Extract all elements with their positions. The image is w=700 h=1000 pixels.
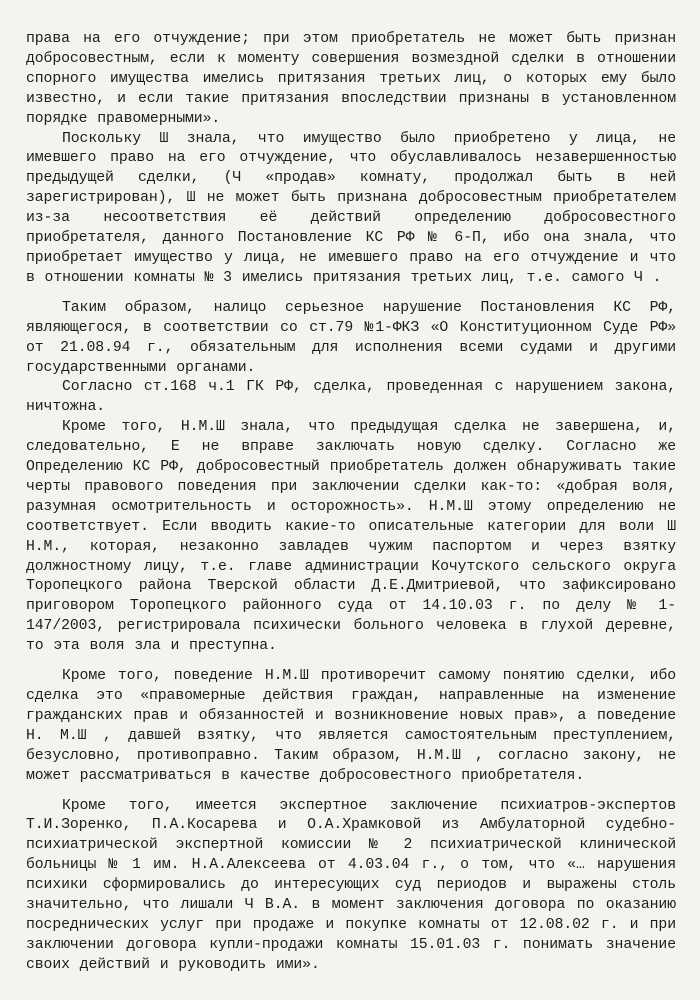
paragraph-article-168: Согласно ст.168 ч.1 ГК РФ, сделка, проведенная с нарушением закона, ничтожна. (26, 379, 676, 416)
paragraph-good-will: Кроме того, Н.М.Ш знала, что предыдущая сделка не завершена, и, следовательно, Е не вправе заключать новую сделку. Согласно же Определению КС РФ, добросовестный приобретатель должен обнаруживать такие черты правового поведения при заключении сделки как-то: «добрая воля, разумная осмотрительность и осторожность». Н.М.Ш этому определению не соответствует. Если вводить какие-то описательные категории для воли Ш Н.М., которая, незаконно завладев чужим паспортом и через взятку должностному лицу, т.е. главе администрации Кочутского сельского округа Торопецкого района Тверской области Д.Е.Дмитриевой, что зафиксировано приговором Торопецкого районного суда от 14.10.03 г. по делу № 1-147/2003, регистрировала психически больного человека в глухой деревне, то эта воля зла и преступна. (26, 419, 676, 655)
paragraph-expert-opinion: Кроме того, имеется экспертное заключение психиатров-экспертов Т.И.Зоренко, П.А.Косарева и О.А.Храмковой из Амбулаторной судебно-психиатрической экспертной комиссии № 2 психиатрической клинической больницы № 1 им. Н.А.Алексеева от 4.03.04 г., о том, что «… нарушения психики сформировались до интересующих суд периодов и выражены столь значительно, что лишали Ч В.А. в момент заключения договора по оказанию посреднических услуг при продаже и покупке комнаты от 12.08.02 г. и при заключении договора купли-продажи комнаты 15.01.03 г. понимать значение своих действий и руководить ими». (26, 797, 676, 973)
paragraph-violation-resolution: Таким образом, налицо серьезное нарушение Постановления КС РФ, являющегося, в соответствии со ст.79 №1-ФКЗ «О Конституционном Суде РФ» от 21.08.94 г., обязательным для исполнения всеми судами и другими государственными органами. (26, 299, 676, 376)
paragraph-transaction-concept: Кроме того, поведение Н.М.Ш противоречит самому понятию сделки, ибо сделка это «правомерные действия граждан, направленные на изменение гражданских прав и обязанностей и возникновение новых прав», а поведение Н. М.Ш , давшей взятку, что является самостоятельным преступлением, безусловно, противоправно. Таким образом, Н.М.Ш , согласно закону, не может рассматриваться в качестве добросовестного приобретателя. (26, 668, 676, 784)
paragraph-continued-quote: права на его отчуждение; при этом приобретатель не может быть признан добросовестным, если к моменту совершения возмездной сделки в отношении спорного имущества имелись притязания третьих лиц, о которых ему было известно, и если такие притязания впоследствии признаны в установленном порядке правомерными». (26, 31, 676, 127)
paragraph-not-bona-fide: Поскольку Ш знала, что имущество было приобретено у лица, не имевшего право на его отчуждение, что обуславливалось незавершенностью предыдущей сделки, (Ч «продав» комнату, продолжал быть в ней зарегистрирован), Ш не может быть признана добросовестным приобретателем из-за несоответствия её действий определению добросовестного приобретателя, данного Постановление КС РФ № 6-П, ибо она знала, что приобретает имущество у лица, не имевшего право на его отчуждение и что в отношении комнаты № 3 имелись притязания третьих лиц, т.е. самого Ч . (26, 130, 676, 286)
